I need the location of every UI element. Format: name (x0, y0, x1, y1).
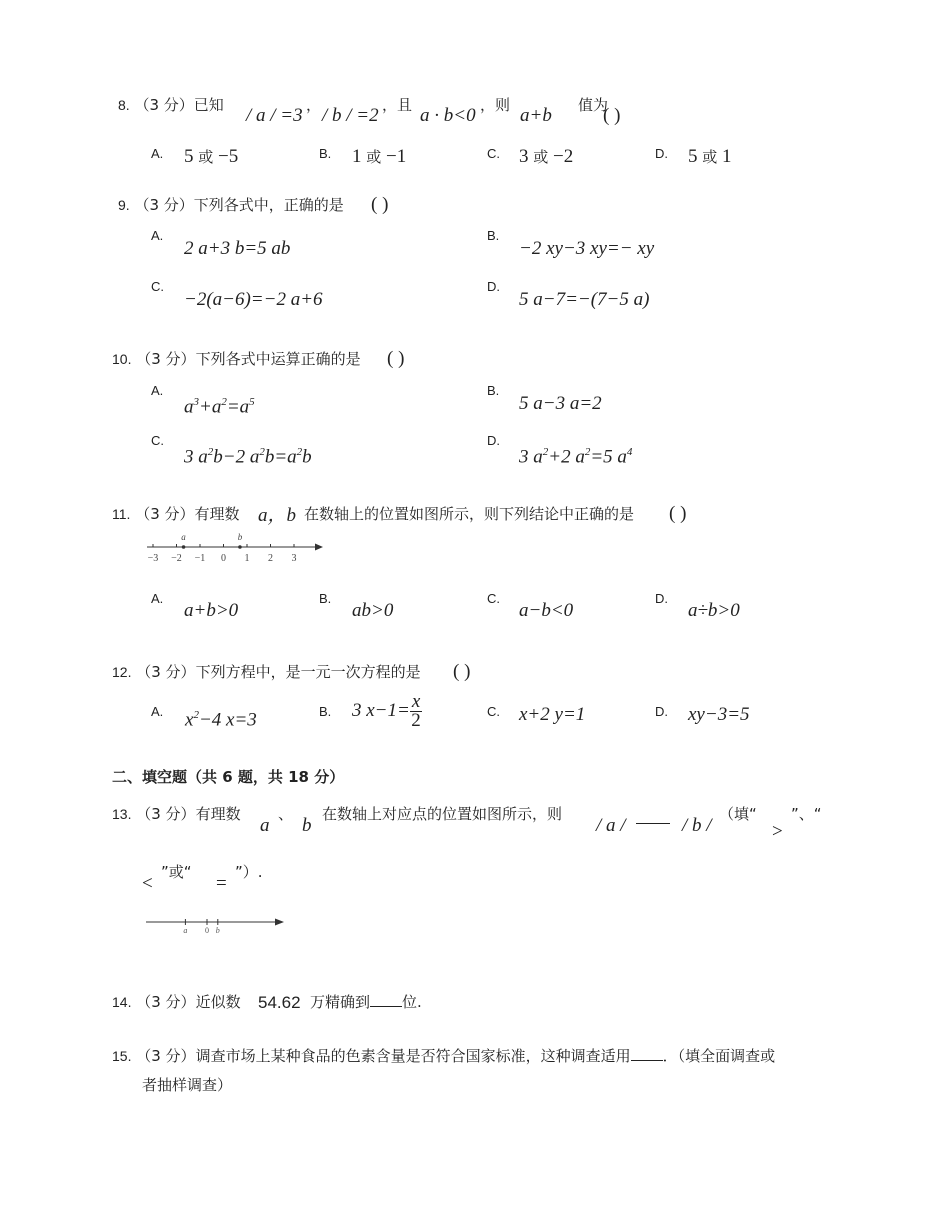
q11-paren: ( ) (669, 503, 687, 524)
section-2-title: 二、填空题（共 6 题，共 18 分） (112, 768, 345, 786)
q8-comma1: ， (306, 96, 322, 114)
q12-text: 下列方程中，是一元一次方程的是 (195, 663, 421, 681)
q10-option-b: 5 a−3 a=2 (519, 393, 602, 414)
q11-stem (112, 504, 240, 524)
q10-option-b-label: B. (487, 383, 500, 398)
q15-text1: 调查市场上某种食品的色素含量是否符合国家标准，这种调查适用 (195, 1047, 631, 1065)
q8-cond2: / b / =2 (322, 105, 379, 126)
q13-quote1: ”、“ (791, 805, 822, 823)
q10-option-a-label: A. (151, 383, 164, 398)
q9-option-b: −2 xy−3 xy=− xy (519, 238, 655, 259)
q11-number-line (145, 530, 330, 566)
q8-value-is: 值为 (578, 96, 609, 114)
q9-option-a-label: A. (151, 228, 164, 243)
q8-cond1: / a / =3 (246, 105, 303, 126)
q13-gt: > (772, 821, 783, 842)
q10-points: （3 分） (136, 350, 196, 368)
q11-tick-label: 2 (268, 553, 273, 564)
q12-option-d: xy−3=5 (688, 704, 750, 725)
q8-option-a: 5 或 −5 (184, 146, 239, 167)
q13-eq: = (216, 873, 227, 894)
q11-vars: a，b (258, 505, 297, 526)
q13-fill-hint: （填“ (719, 805, 757, 823)
q9-option-c: −2(a−6)=−2 a+6 (184, 289, 323, 310)
q13-number: 13. (112, 806, 132, 822)
q9-text: 下列各式中，正确的是 (193, 196, 344, 214)
q14-pre: 近似数 (195, 993, 241, 1011)
q11-option-a-label: A. (151, 591, 164, 606)
q10-option-d: 3 $a^2+2$ $a^2=5$ $a^4$ (519, 446, 633, 468)
q11-tick-label: −2 (171, 553, 182, 564)
q13-points: （3 分） (136, 805, 196, 823)
q13-quote2: ”或“ (161, 863, 192, 881)
q11-tick-label: 0 (221, 553, 226, 564)
q9-paren: ( ) (371, 194, 389, 215)
q9-points: （3 分） (134, 196, 194, 214)
q13-text: 在数轴上对应点的位置如图所示，则 (322, 805, 563, 823)
q13-answer-blank[interactable] (636, 823, 670, 824)
q15-points: （3 分） (136, 1047, 196, 1065)
q13-label-0: 0 (205, 926, 209, 935)
q9-option-a: 2 a+3 b=5 ab (184, 238, 291, 259)
q13-abs-a: / a / (596, 815, 626, 836)
q12-option-a-label: A. (151, 704, 164, 719)
q11-option-b-label: B. (319, 591, 332, 606)
q8-option-c: 3 或 −2 (519, 146, 574, 167)
q8-option-b: 1 或 −1 (352, 146, 407, 167)
q9-option-d-label: D. (487, 279, 500, 294)
q11-option-d-label: D. (655, 591, 668, 606)
q12-option-c-label: C. (487, 704, 500, 719)
q10-number: 10. (112, 351, 132, 367)
q13-axis-arrow (275, 919, 284, 926)
q14-post: 万精确到 位. (310, 993, 422, 1011)
q11-label-a: a (181, 532, 186, 542)
q13-end: ”）. (235, 863, 263, 881)
q8-stem (118, 95, 224, 115)
q8-option-d-label: D. (655, 146, 668, 161)
q10-option-c-label: C. (151, 433, 164, 448)
q13-var-b: b (302, 815, 312, 836)
q13-var-a: a (260, 815, 270, 836)
q14-answer-blank[interactable] (370, 992, 402, 1007)
q12-stem (112, 662, 421, 682)
q11-tick-label: 1 (244, 553, 250, 564)
q10-paren: ( ) (387, 348, 405, 369)
q11-option-b: ab>0 (352, 600, 394, 621)
q13-stem (112, 804, 241, 824)
q11-pre: 有理数 (194, 505, 240, 523)
q9-option-c-label: C. (151, 279, 164, 294)
q9-option-d: 5 a−7=−(7−5 a) (519, 289, 650, 310)
q10-text: 下列各式中运算正确的是 (195, 350, 361, 368)
q8-and: ，且 (382, 96, 413, 114)
q8-cond3: a · b<0 (420, 105, 476, 126)
q9-number: 9. (118, 197, 130, 213)
q13-sep: 、 (278, 805, 294, 823)
q12-number: 12. (112, 664, 132, 680)
q10-option-d-label: D. (487, 433, 500, 448)
q13-label-b: b (215, 926, 220, 935)
q12-option-b: 3 x−1= $\frac{x}{2}$ (352, 691, 421, 731)
q11-tick-label: −1 (194, 553, 206, 564)
q15-text1b: ．（填全面调查或 (662, 1047, 776, 1065)
q15-text2: 者抽样调查） (142, 1076, 233, 1094)
q8-option-d: 5 或 1 (688, 146, 732, 167)
q11-option-c-label: C. (487, 591, 500, 606)
q11-option-a: a+b>0 (184, 600, 239, 621)
q12-points: （3 分） (136, 663, 196, 681)
q9-stem (118, 195, 344, 215)
q12-option-d-label: D. (655, 704, 668, 719)
q11-point-a (182, 545, 186, 549)
q10-option-c: 3 $a^2b-2$ $a^2b=a^2b$ (184, 446, 312, 468)
q8-then: ，则 (480, 96, 511, 114)
q12-paren: ( ) (453, 661, 471, 682)
q11-number: 11. (112, 506, 131, 522)
q13-pre: 有理数 (195, 805, 241, 823)
q8-pre: 已知 (193, 96, 224, 114)
q13-label-a: a (183, 926, 188, 935)
q12-option-a: $x^2-4$ x=3 (185, 709, 257, 731)
q10-option-a: $a^3+a^2=a^5$ (184, 396, 255, 418)
q11-point-b (238, 545, 242, 549)
q15-number: 15. (112, 1048, 132, 1064)
q8-number: 8. (118, 97, 130, 113)
q11-label-b: b (237, 532, 243, 542)
q8-points: （3 分） (134, 96, 194, 114)
q12-option-c: x+2 y=1 (519, 704, 586, 725)
q13-abs-b: / b / (682, 815, 712, 836)
q8-option-a-label: A. (151, 146, 164, 161)
q8-paren: ( ) (603, 105, 621, 126)
q13-number-line (144, 912, 290, 936)
q15-stem (112, 1046, 775, 1066)
q9-option-b-label: B. (487, 228, 500, 243)
q8-option-c-label: C. (487, 146, 500, 161)
q11-text: 在数轴上的位置如图所示，则下列结论中正确的是 (304, 505, 635, 523)
q13-lt: < (142, 873, 153, 894)
q14-value: 54.62 (258, 993, 301, 1012)
q14-points: （3 分） (136, 993, 196, 1011)
q12-option-b-label: B. (319, 704, 332, 719)
q8-expr: a+b (520, 105, 552, 126)
q11-axis-arrow (315, 544, 323, 551)
q11-option-d: a÷b>0 (688, 600, 740, 621)
q11-tick-label: 3 (291, 553, 297, 564)
q11-tick-label: −3 (147, 553, 159, 564)
q14-number: 14. (112, 994, 132, 1010)
q11-option-c: a−b<0 (519, 600, 574, 621)
q10-stem (112, 349, 361, 369)
q8-option-b-label: B. (319, 146, 332, 161)
q11-points: （3 分） (135, 505, 195, 523)
q15-answer-blank[interactable] (631, 1046, 663, 1061)
q14-stem (112, 992, 241, 1012)
